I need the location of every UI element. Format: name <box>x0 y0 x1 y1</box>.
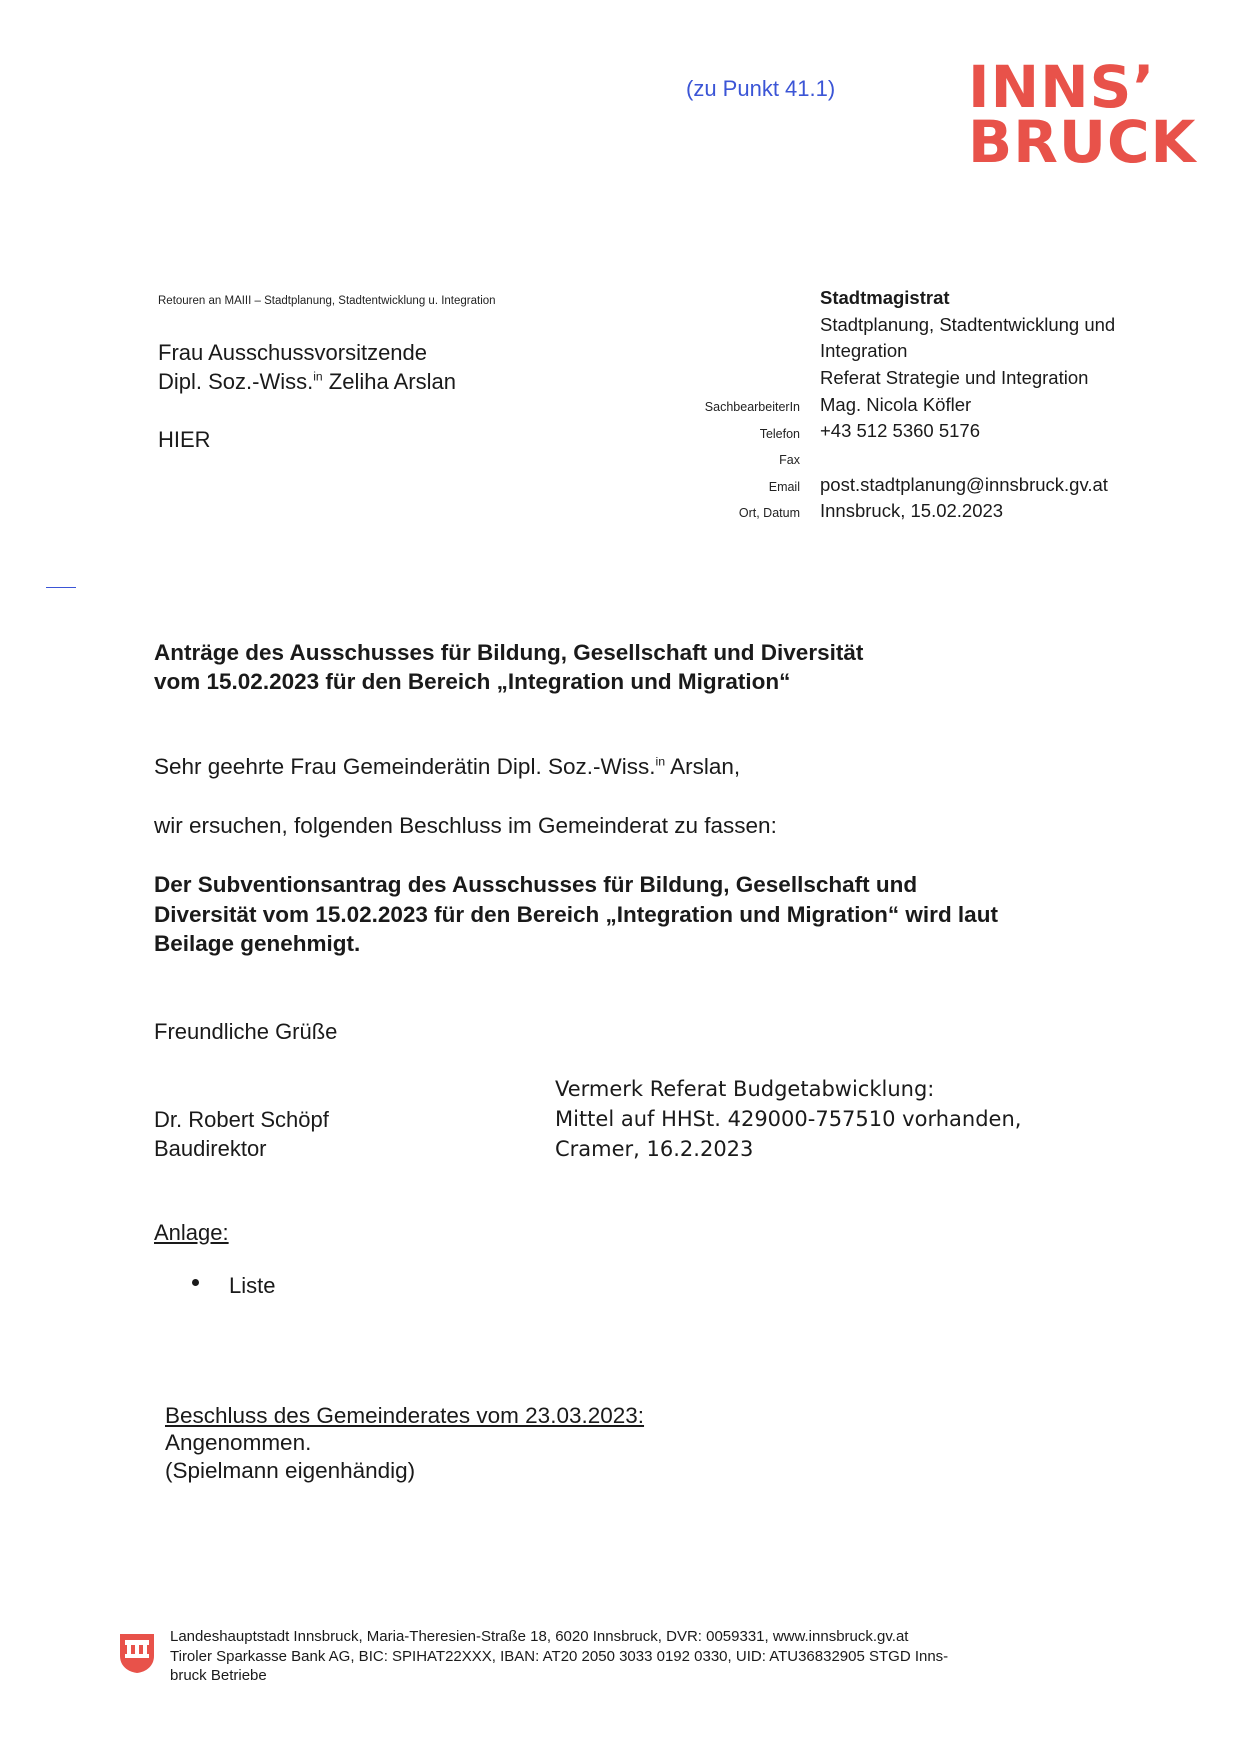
signatory-name: Dr. Robert Schöpf <box>154 1107 329 1132</box>
resolution-text <box>154 870 998 959</box>
label-phone: Telefon <box>759 427 800 441</box>
footer-line3: bruck Betriebe <box>170 1667 267 1684</box>
sender-unit: Referat Strategie und Integration <box>820 367 1089 388</box>
footer-line1: Landeshauptstadt Innsbruck, Maria-Theresien-Straße 18, 6020 Innsbruck, DVR: 0059331, www.innsbruck.gv.at <box>170 1628 909 1645</box>
resolution-line1: Der Subventionsantrag des Ausschusses für Bildung, Gesellschaft und <box>154 872 918 897</box>
fold-mark <box>46 587 76 588</box>
closing-greeting: Freundliche Grüße <box>154 1019 338 1044</box>
attachment-heading: Anlage: <box>154 1220 229 1245</box>
value-phone: +43 512 5360 5176 <box>820 420 980 441</box>
decision-signed: (Spielmann eigenhändig) <box>165 1458 416 1483</box>
decision-heading: Beschluss des Gemeinderates vom 23.03.2023: <box>165 1403 645 1428</box>
budget-note-line1: Vermerk Referat Budgetabwicklung: <box>555 1077 935 1101</box>
decision-result: Angenommen. <box>165 1430 312 1455</box>
recipient-line2: Dipl. Soz.-Wiss.$^{in}$ Zeliha Arslan <box>158 369 456 394</box>
return-address: Retouren an MAIII – Stadtplanung, Stadtentwicklung u. Integration <box>158 295 496 307</box>
resolution-line3: Beilage genehmigt. <box>154 931 361 956</box>
subject-line2: vom 15.02.2023 für den Bereich „Integration und Migration“ <box>154 669 791 694</box>
footer-line2: Tiroler Sparkasse Bank AG, BIC: SPIHAT22XXX, IBAN: AT20 2050 3033 0192 0330, UID: ATU36832905 STGD Inns- <box>170 1648 949 1665</box>
signatory-title: Baudirektor <box>154 1136 267 1161</box>
request-text: wir ersuchen, folgenden Beschluss im Gemeinderat zu fassen: <box>154 813 777 838</box>
label-clerk: SachbearbeiterIn <box>704 400 800 414</box>
sender-org: Stadtmagistrat <box>820 287 950 308</box>
logo-text-line2: BRUCK <box>968 108 1197 176</box>
value-place-date: Innsbruck, 15.02.2023 <box>820 500 1004 521</box>
innsbruck-logo <box>968 53 1198 176</box>
subject-line1: Anträge des Ausschusses für Bildung, Gesellschaft und Diversität <box>154 640 864 665</box>
recipient-line1: Frau Ausschussvorsitzende <box>158 340 428 365</box>
sender-dept-line1: Stadtplanung, Stadtentwicklung und <box>820 314 1116 335</box>
label-place-date: Ort, Datum <box>738 506 800 520</box>
label-email: Email <box>768 480 800 494</box>
attachment-item: Liste <box>229 1273 276 1298</box>
budget-note-line2: Mittel auf HHSt. 429000-757510 vorhanden, <box>555 1107 1022 1131</box>
budget-note-line3: Cramer, 16.2.2023 <box>555 1137 754 1161</box>
bullet-icon <box>192 1279 199 1286</box>
recipient-line3: HIER <box>158 427 211 452</box>
reference-note: (zu Punkt 41.1) <box>686 76 836 101</box>
value-clerk: Mag. Nicola Köfler <box>820 394 972 415</box>
sender-dept-line2: Integration <box>820 340 908 361</box>
logo-text-line1: INNS’ <box>968 53 1156 121</box>
subject <box>154 638 863 696</box>
salutation: Sehr geehrte Frau Gemeinderätin Dipl. Soz.-Wiss.$^{in}$ Arslan, <box>154 754 741 779</box>
value-email[interactable]: post.stadtplanung@innsbruck.gv.at <box>820 474 1108 495</box>
resolution-line2: Diversität vom 15.02.2023 für den Bereich „Integration und Migration“ wird laut <box>154 901 998 927</box>
label-fax: Fax <box>779 453 800 467</box>
coat-of-arms-icon <box>118 1632 156 1674</box>
